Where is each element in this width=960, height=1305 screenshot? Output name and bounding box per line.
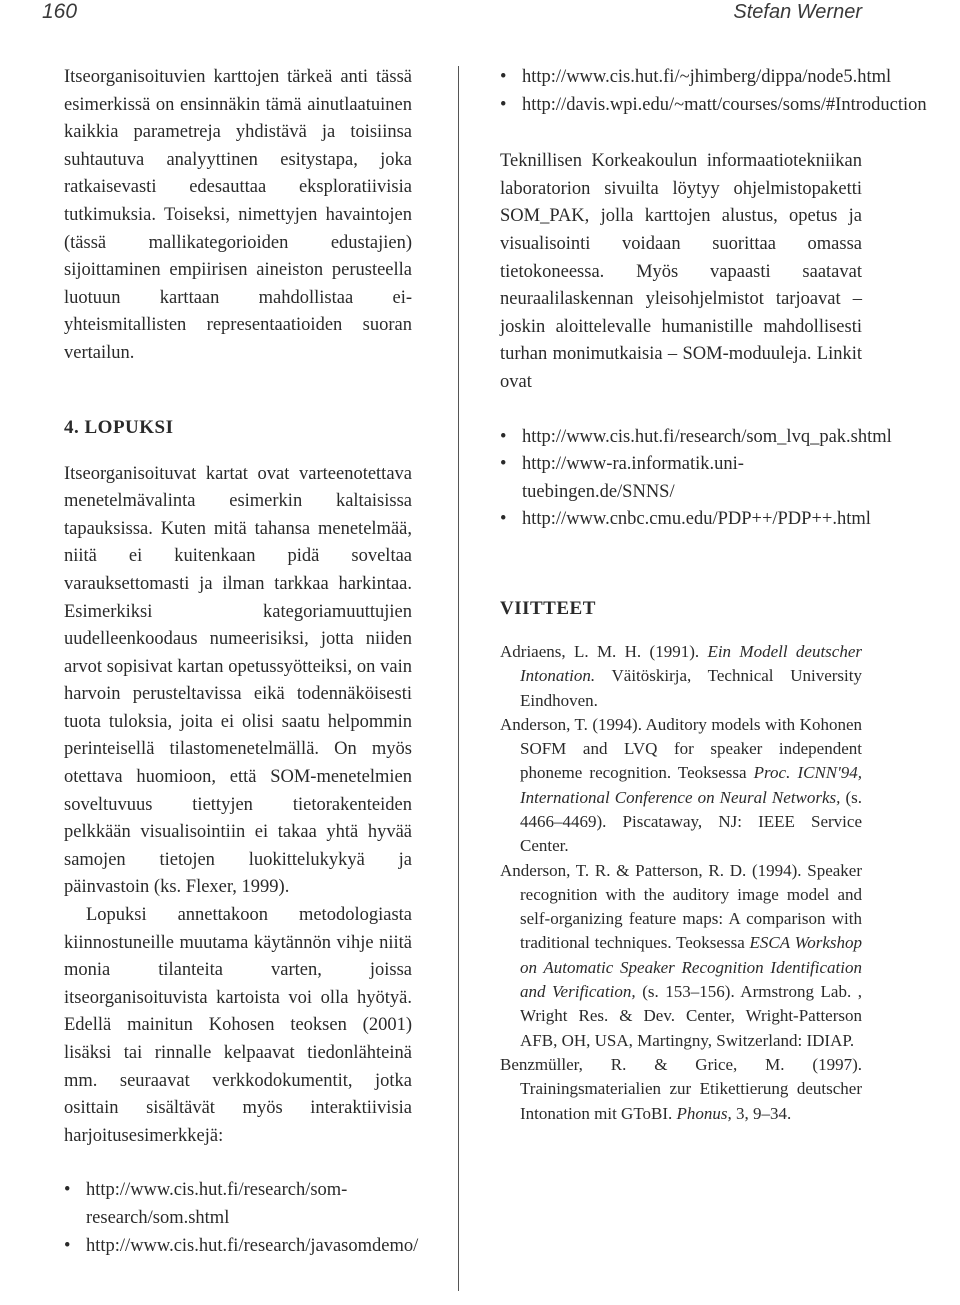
link-item[interactable]: • http://davis.wpi.edu/~matt/courses/soms/#Introduction [500,92,862,120]
right-column [500,64,927,1126]
running-author: Stefan Werner [733,1,862,23]
link-item[interactable]: • http://www-ra.informatik.uni-tuebingen.de/SNNS/ [500,451,862,506]
references-heading: VIITTEET [500,597,596,619]
link-item[interactable]: • http://www.cis.hut.fi/research/som-research/som.shtml [64,1177,412,1232]
paragraph-conclusion: Itseorganisoituvat kartat ovat varteenotettava menetelmävalinta esimerkin kaltaisissa tapauksissa. Kuten mitä tahansa menetelmää, niitä ei kuitenkaan pidä soveltaa varauksettomasti ja ilman tarkkaa harkintaa. Esimerkiksi kategoriamuuttujien uudelleenkoodaus numeerisiksi, jotta niiden arvot sopisivat kartan opetussyötteiksi, on vain harvoin perusteltavissa eikä todennäköisesti tuota tuloksia, joita ei olisi saatu helpommin perinteisellä tilastomenetelmällä. On myös otettava huomioon, että SOM-menetelmien soveltuvuus tiettyjen tietorakenteiden pelkkään visualisointiin ei takaa yhtä hyvää samojen tietojen luokittelukykyä ja päinvastoin (ks. Flexer, 1999). [64,463,412,898]
link-item[interactable]: • http://www.cnbc.cmu.edu/PDP++/PDP++.html [500,506,862,534]
link-item[interactable]: • http://www.cis.hut.fi/research/som_lvq_pak.shtml [500,424,862,452]
reference-entry: Benzmüller, R. & Grice, M. (1997). Trainingsmaterialien zur Etikettierung deutscher Intonation mit GToBI. Phonus, 3, 9–34. [500,1054,862,1123]
paragraph-tips: Lopuksi annettakoon metodologiasta kiinnostuneille muutama käytännön vihje niitä monia tilanteita varten, joissa itseorganisoituvista kartoista voi olla hyötyä. Edellä mainitun Kohosen teoksen (2001) lisäksi tai rinnalle kelpaavat tiedonlähteinä mm. seuraavat verkkodokumentit, jotka osittain sisältävät myös interaktiivisia harjoitusesimerkkejä: [64,905,412,1146]
right-link-list-top [500,64,927,119]
paragraph-intro: Itseorganisoituvien karttojen tärkeä anti tässä esimerkissä on ensinnäkin tämä ainutlaatuinen kaikkia parametreja yhdistävä ja toisiinsa suhtautuva analyyttinen esitystapa, joka ratkaisevasti edesauttaa eksploratiivisia tutkimuksia. Toiseksi, nimettyjen havaintojen (tässä mallikategorioiden edustajien) sijoittaminen empiirisen aineiston perusteella luotuun karttaan mahdollistaa ei-yhteismitallisten representaatioiden suoran vertailun. [64,67,412,363]
left-link-list [64,1177,419,1260]
page-number: 160 [42,0,78,23]
reference-entry: Anderson, T. R. & Patterson, R. D. (1994). Speaker recognition with the auditory image model and self-organizing feature maps: A comparison with traditional techniques. Teoksessa ESCA Workshop on Automatic Speaker Recognition Identification and Verification, (s. 153–156). Armstrong Lab. , Wright Res. & Dev. Center, Wright-Patterson AFB, OH, USA, Martingny, Switzerland: IDIAP. [500,860,863,1050]
reference-entry: Anderson, T. (1994). Auditory models with Kohonen SOFM and LVQ for speaker independent phoneme recognition. Teoksessa Proc. ICNN'94, International Conference on Neural Networks, (s. 4466–4469). Piscataway, NJ: IEEE Service Center. [500,714,863,856]
left-column [64,64,419,1260]
right-link-list-bottom [500,424,892,534]
column-divider [458,66,459,1291]
link-item[interactable]: • http://www.cis.hut.fi/~jhimberg/dippa/node5.html [500,64,862,92]
paragraph-software: Teknillisen Korkeakoulun informaatiotekniikan laboratorion sivuilta löytyy ohjelmistopaketti SOM_PAK, jolla karttojen alustus, opetus ja visualisointi voidaan suorittaa omassa tietokoneessa. Myös vapaasti saatavat neuraalilaskennan yleisohjelmistot tarjoavat – joskin aloittelevalle humanistille mahdollisesti turhan monimutkaisia – SOM-moduuleja. Linkit ovat [500,151,862,392]
page-header [0,0,960,40]
reference-entry: Adriaens, L. M. H. (1991). Ein Modell deutscher Intonation. Väitöskirja, Technical University Eindhoven. [500,641,862,710]
link-item[interactable]: • http://www.cis.hut.fi/research/javasomdemo/ [64,1233,412,1261]
reference-list [500,640,862,1126]
section-heading: 4. LOPUKSI [64,416,174,438]
